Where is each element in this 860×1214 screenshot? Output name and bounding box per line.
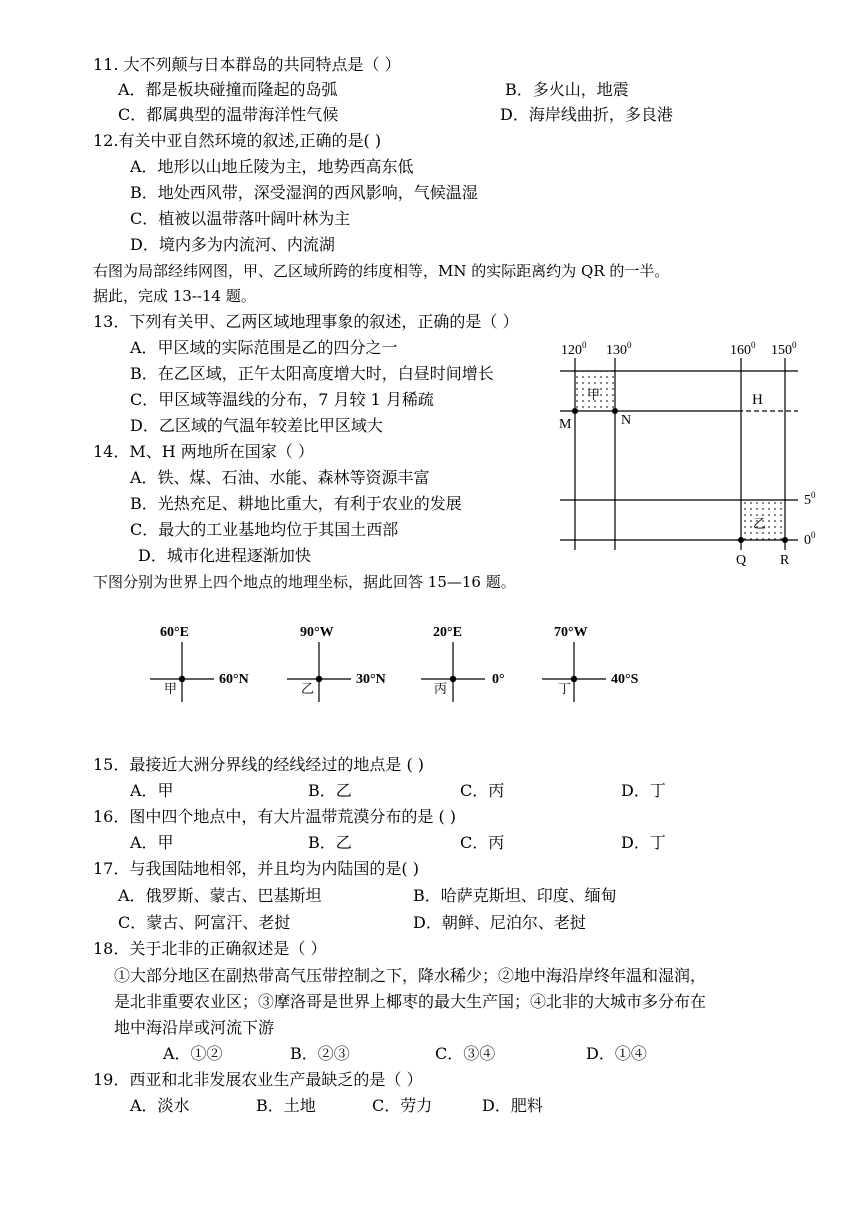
question-15-stem: 15．最接近大洲分界线的经线经过的地点是 ( ) [93,755,425,774]
question-13-option-c: C．甲区域等温线的分布，7 月较 1 月稀疏 [130,390,434,409]
coord-name-yi: 乙 [301,681,315,696]
question-11-option-a: A．都是板块碰撞而隆起的岛弧 [118,80,338,99]
question-16-option-a: A．甲 [130,833,174,852]
intro-15-16: 下图分别为世界上四个地点的地理坐标，据此回答 15—16 题。 [93,573,516,591]
coord-lon-bing: 20°E [433,625,462,640]
question-17-option-b: B．哈萨克斯坦、印度、缅甸 [413,886,617,905]
lat-label-0: $0^0$ [804,530,816,548]
question-15-option-d: D．丁 [621,781,666,800]
coord-diagram-bing [421,625,505,702]
question-13-stem: 13．下列有关甲、乙两区域地理事象的叙述，正确的是（ ） [93,312,519,331]
question-17-option-c: C．蒙古、阿富汗、老挝 [118,913,291,932]
label-m: M [559,417,572,432]
question-18-option-c: C．③④ [435,1044,496,1063]
question-12-stem: 12.有关中亚自然环境的叙述,正确的是( ) [93,131,382,150]
point-m [572,408,578,414]
intro-13-14-line1: 右图为局部经纬网图，甲、乙区域所跨的纬度相等，MN 的实际距离约为 QR 的一半。 [93,262,670,280]
question-17-option-d: D．朝鲜、尼泊尔、老挝 [413,913,586,932]
question-12-option-c: C．植被以温带落叶阔叶林为主 [130,209,351,228]
question-16-option-c: C．丙 [460,833,505,852]
coord-lat-bing: 0° [492,672,505,687]
question-16-option-d: D．丁 [621,833,666,852]
question-19-option-a: A．淡水 [130,1096,190,1115]
question-18-option-b: B．②③ [290,1044,350,1063]
question-17-option-a: A．俄罗斯、蒙古、巴基斯坦 [118,886,322,905]
question-15-option-b: B．乙 [308,781,352,800]
question-18-stem: 18．关于北非的正确叙述是（ ） [93,939,327,958]
coord-name-jia: 甲 [164,681,178,696]
lat-lon-grid-map [550,338,820,570]
point-n [612,408,618,414]
question-16-stem: 16．图中四个地点中，有大片温带荒漠分布的是 ( ) [93,807,457,826]
question-11-stem: 11. 大不列颠与日本群岛的共同特点是（ ） [93,55,401,74]
label-yi: 乙 [753,516,767,531]
question-11-option-d: D．海岸线曲折，多良港 [500,105,673,124]
coord-name-ding: 丁 [558,681,572,696]
question-13-option-d: D．乙区域的气温年较差比甲区域大 [130,416,383,435]
label-r: R [780,553,790,568]
coord-lon-yi: 90°W [300,625,334,640]
coord-diagram-yi [287,625,386,702]
question-12-option-b: B．地处西风带，深受湿润的西风影响，气候温湿 [130,183,478,202]
question-13-option-b: B．在乙区域，正午太阳高度增大时，白昼时间增长 [130,364,494,383]
coord-lon-jia: 60°E [160,625,189,640]
question-18-body-line2: 是北非重要农业区；③摩洛哥是世界上椰枣的最大生产国；④北非的大城市多分布在 [114,992,707,1011]
question-14-option-c: C．最大的工业基地均位于其国土西部 [130,520,399,539]
question-11-option-b: B．多火山，地震 [505,80,629,99]
coord-lat-jia: 60°N [219,672,249,687]
question-17-stem: 17．与我国陆地相邻，并且均为内陆国的是( ) [93,859,419,878]
coord-lat-yi: 30°N [356,672,386,687]
question-18-option-a: A．①② [163,1044,223,1063]
coord-diagram-ding [542,625,639,702]
label-jia: 甲 [587,387,601,402]
question-14-option-a: A．铁、煤、石油、水能、森林等资源丰富 [130,468,430,487]
question-19-option-c: C．劳力 [372,1096,433,1115]
lat-label-5: $5^0$ [804,490,816,508]
question-15-option-a: A．甲 [130,781,174,800]
question-19-option-b: B．土地 [256,1096,316,1115]
question-18-body-line3: 地中海沿岸或河流下游 [114,1018,275,1037]
question-13-option-a: A．甲区域的实际范围是乙的四分之一 [130,338,398,357]
question-15-option-c: C．丙 [460,781,505,800]
question-18-body-line1: ①大部分地区在副热带高气压带控制之下，降水稀少；②地中海沿岸终年温和湿润， [114,966,707,985]
intro-13-14-line2: 据此，完成 13--14 题。 [93,287,256,305]
question-16-option-b: B．乙 [308,833,352,852]
question-14-option-b: B．光热充足、耕地比重大，有利于农业的发展 [130,494,462,513]
question-12-option-a: A．地形以山地丘陵为主，地势西高东低 [130,157,414,176]
coord-lat-ding: 40°S [611,672,639,687]
question-12-option-d: D．境内多为内流河、内流湖 [130,235,335,254]
lon-label-130: $130^0$ [606,340,632,358]
lon-label-120: $120^0$ [561,340,587,358]
question-19-option-d: D．肥料 [482,1096,543,1115]
question-11-option-c: C．都属典型的温带海洋性气候 [118,105,339,124]
label-q: Q [736,553,747,568]
point-q [738,537,744,543]
coordinate-diagrams [140,618,680,728]
question-19-stem: 19．西亚和北非发展农业生产最缺乏的是（ ） [93,1070,423,1089]
point-r [782,537,788,543]
question-14-option-d: D．城市化进程逐渐加快 [138,546,311,565]
question-18-option-d: D．①④ [586,1044,647,1063]
label-n: N [621,413,632,428]
coord-lon-ding: 70°W [554,625,588,640]
label-h: H [752,392,763,408]
coord-diagram-jia [150,625,249,702]
lon-label-160: $160^0$ [730,340,756,358]
question-14-stem: 14．M、H 两地所在国家（ ） [93,442,314,461]
lon-label-150: $150^0$ [771,340,797,358]
coord-name-bing: 丙 [434,681,448,696]
